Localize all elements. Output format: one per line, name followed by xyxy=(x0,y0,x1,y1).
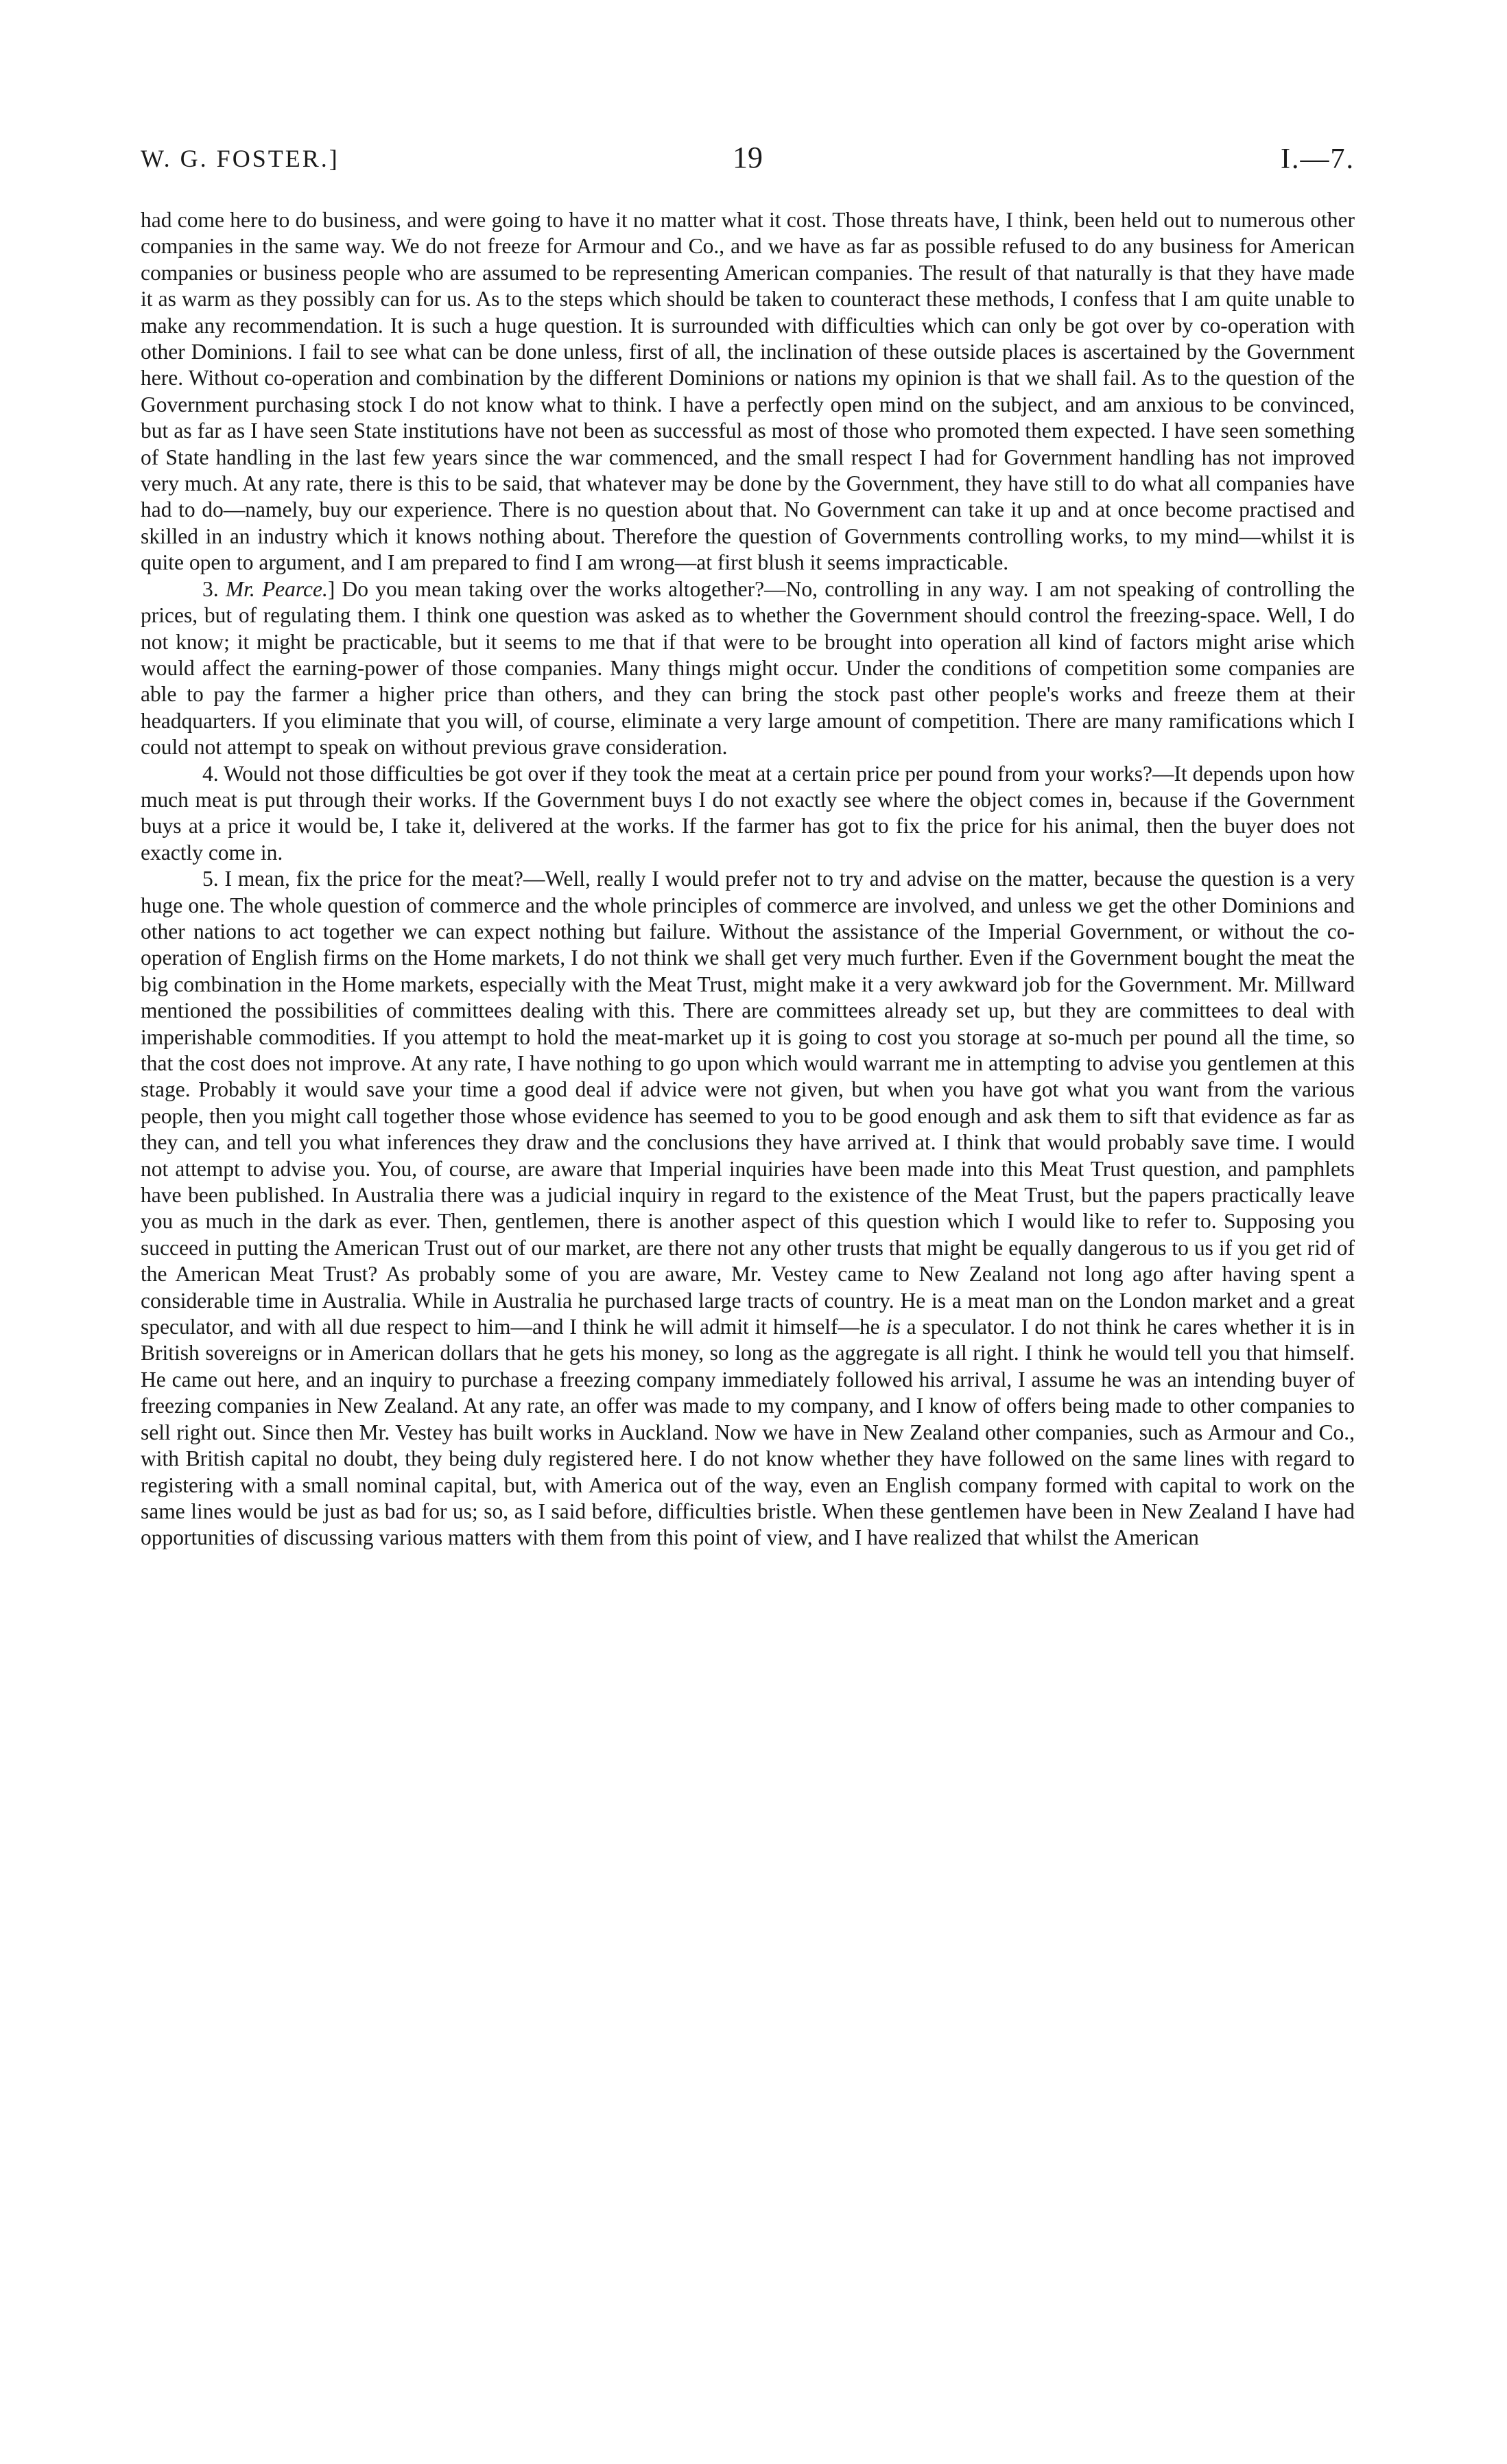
answer-text-part-a: 5. I mean, fix the price for the meat?—Well, really I would prefer not to try and advise on the matter, because the question is a very huge one. The whole question of commerce and the whole principles of commerce are involved, and unless we get the other Dominions and other nations to act together we can expect nothing but failure. Without the assistance of the Imperial Government, or without the co-operation of English firms on the Home markets, I do not think we shall get very much further. Even if the Government bought the meat the big combination in the Home markets, especially with the Meat Trust, might make it a very awkward job for the Government. Mr. Millward mentioned the possibilities of committees dealing with this. There are committees already set up, but they are committees to deal with imperishable commodities. If you attempt to hold the meat-market up it is going to cost you storage at so-much per pound all the time, so that the cost does not improve. At any rate, I have nothing to go upon which would warrant me in attempting to advise you gentlemen at this stage. Probably it would save your time a good deal if advice were not given, but when you have got what you want from the various people, then you might call together those whose evidence has seemed to you to be good enough and ask them to sift that evidence as far as they can, and tell you what inferences they draw and the conclusions they have arrived at. I think that would probably save time. I would not attempt to advise you. You, of course, are aware that Imperial inquiries have been made into this Meat Trust question, and pamphlets have been published. In Australia there was a judicial inquiry in regard to the existence of the Meat Trust, but the papers practically leave you as much in the dark as ever. Then, gentlemen, there is another aspect of this question which I would like to refer to. Supposing you succeed in putting the American Trust out of our market, are there not any other trusts that might be equally dangerous to us if you get rid of the American Meat Trust? As probably some of you are aware, Mr. Vestey came to New Zealand not long ago after having spent a considerable time in Australia. While in Australia he purchased large tracts of country. He is a meat man on the London market and a great speculator, and with all due respect to him—and I think he will admit it himself—he xyxy=(141,867,1355,1339)
speaker-name: Mr. Pearce. xyxy=(225,576,328,601)
answer-text-part-b: a speculator. I do not think he cares whether it is in British sovereigns or in American dollars that he gets his money, so long as the aggregate is all right. I think he would tell you that himself. He came out here, and an inquiry to purchase a freezing company immediately followed his arrival, I assume he was an intending buyer of freezing companies in New Zealand. At any rate, an offer was made to my company, and I know of offers being made to other companies to sell right out. Since then Mr. Vestey has built works in Auckland. Now we have in New Zealand other companies, such as Armour and Co., with British capital no doubt, they being duly registered here. I do not know whether they have followed on the same lines with regard to registering with a small nominal capital, but, with America out of the way, even an English company formed with capital to work on the same lines would be just as bad for us; so, as I said before, difficulties bristle. When these gentlemen have been in New Zealand I have had opportunities of discussing various matters with them from this point of view, and I have realized that whilst the American xyxy=(141,1315,1355,1550)
question-4: 4. Would not those difficulties be got over if they took the meat at a certain price per pound from your works?—It depends upon how much meat is put through their works. If the Government buys I do not exactly see where the object comes in, because if the Government buys at a price it would be, I take it, delivered at the works. If the farmer has got to fix the price for his animal, then the buyer does not exactly come in. xyxy=(141,761,1355,865)
question-text: ] Do you mean taking over the works altogether?—No, controlling in any way. I am not speaking of controlling the prices, but of regulating them. I think one question was asked as to whether the Government should control the freezing-space. Well, I do not know; it might be practicable, but it seems to me that if that were to be brought into operation all kind of factors might arise which would affect the earning-power of those companies. Many things might occur. Under the conditions of competition some companies are able to pay the farmer a higher price than others, and they can bring the stock past other people's works and freeze them at their headquarters. If you eliminate that you will, of course, eliminate a very large amount of competition. There are many ramifications which I could not attempt to speak on without previous grave consideration. xyxy=(141,576,1355,760)
document-reference: I.—7. xyxy=(1281,143,1355,175)
witness-name: W. G. FOSTER.] xyxy=(141,145,340,172)
page-header xyxy=(141,140,1355,181)
emphasis-word: is xyxy=(886,1315,901,1339)
question-5 xyxy=(141,866,1355,1551)
paragraph-continued: had come here to do business, and were going to have it no matter what it cost. Those threats have, I think, been held out to numerous other companies in the same way. We do not freeze for Armour and Co., and we have as far as possible refused to do any business for American companies or business people who are assumed to be representing American companies. The result of that naturally is that they have made it as warm as they possibly can for us. As to the steps which should be taken to counteract these methods, I confess that I am quite unable to make any recommendation. It is such a huge question. It is surrounded with difficulties which can only be got over by co-operation with other Dominions. I fail to see what can be done unless, first of all, the inclination of these outside places is ascertained by the Government here. Without co-operation and combination by the different Dominions or nations my opinion is that we shall fail. As to the question of the Government purchasing stock I do not know what to think. I have a perfectly open mind on the subject, and am anxious to be convinced, but as far as I have seen State institutions have not been as successful as most of those who promoted them expected. I have seen something of State handling in the last few years since the war commenced, and the small respect I had for Government handling has not improved very much. At any rate, there is this to be said, that whatever may be done by the Government, they have still to do what all companies have had to do—namely, buy our experience. There is no question about that. No Government can take it up and at once become practised and skilled in an industry which it knows nothing about. Therefore the question of Governments controlling works, to my mind—whilst it is quite open to argument, and I am prepared to find I am wrong—at first blush it seems impracticable. xyxy=(141,208,1355,575)
page-number: 19 xyxy=(733,141,763,174)
question-number: 3. xyxy=(202,576,226,601)
question-3 xyxy=(141,576,1355,761)
body-text xyxy=(141,207,1355,1551)
